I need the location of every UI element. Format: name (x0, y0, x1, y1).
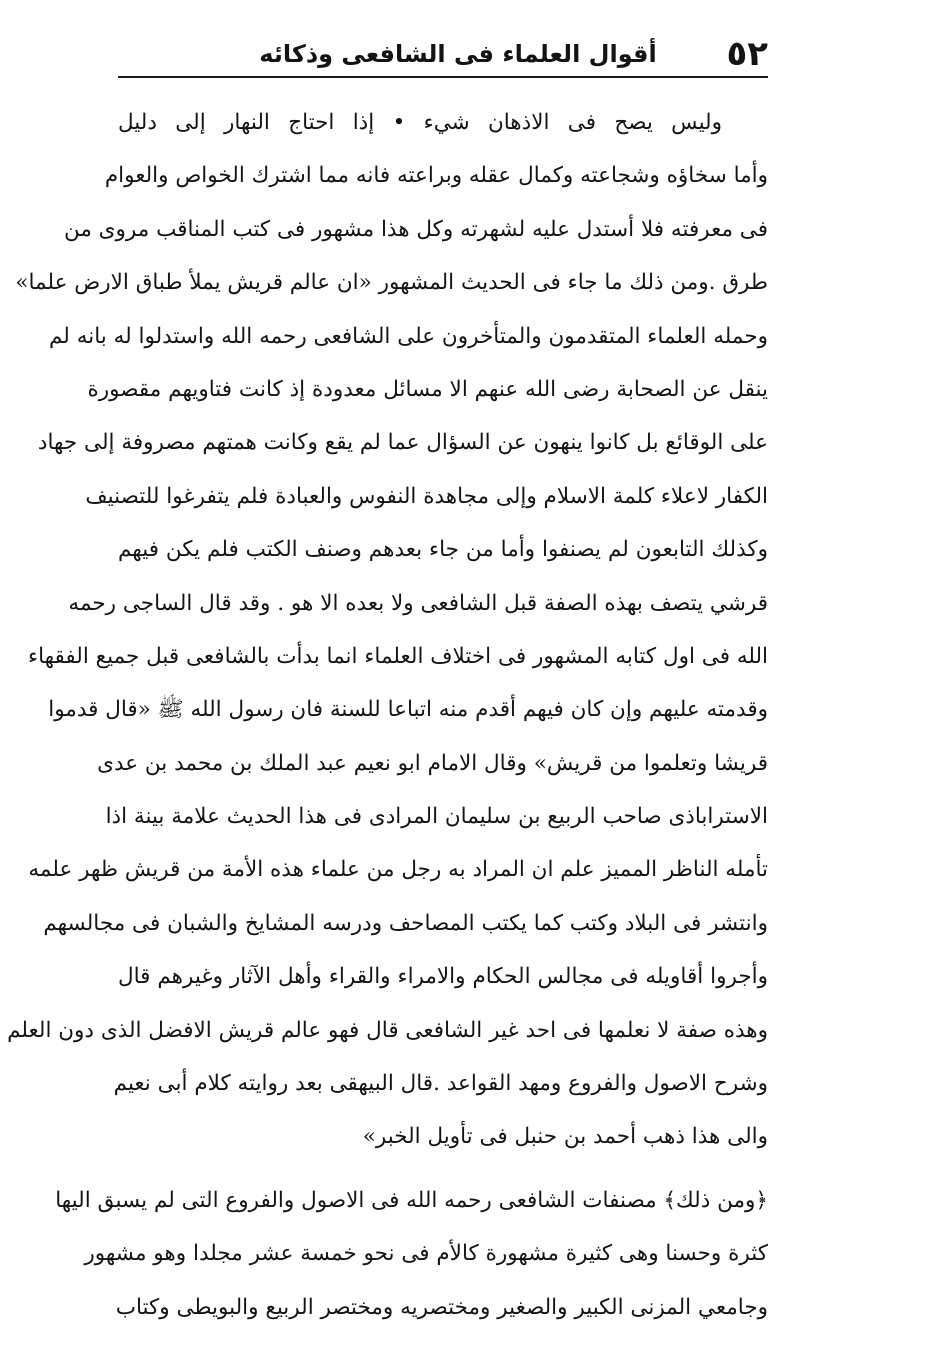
page-header (118, 32, 768, 76)
text-line: وأما سخاؤه وشجاعته وكمال عقله وبراعته فانه مما اشترك الخواص والعوام (104, 163, 768, 189)
page-number: ٥٢ (726, 34, 768, 74)
text-line: وكذلك التابعون لم يصنفوا وأما من جاء بعدهم وصنف الكتب فلم يكن فيهم (118, 537, 768, 563)
text-line: وليس يصح فى الاذهان شيء • إذا احتاج النهار إلى دليل (118, 110, 722, 135)
text-line: فى معرفته فلا أستدل عليه لشهرته وكل هذا مشهور فى كتب المناقب مروى من (63, 216, 768, 242)
text-line: على الوقائع بل كانوا ينهون عن السؤال عما لم يقع وكانت همتهم مصروفة إلى جهاد (37, 430, 768, 456)
text-line: وجامعي المزنى الكبير والصغير ومختصريه ومختصر الربيع والبويطى وكتاب (115, 1294, 768, 1320)
running-title: أقوال العلماء فى الشافعى وذكائه (259, 40, 657, 68)
text-line: وحمله العلماء المتقدمون والمتأخرون على الشافعى رحمه الله واستدلوا له بانه لم (49, 323, 768, 349)
text-line: وانتشر فى البلاد وكتب كما يكتب المصاحف ودرسه المشايخ والشبان فى مجالسهم (43, 910, 768, 936)
text-line: الاستراباذى صاحب الربيع بن سليمان المرادى فى هذا الحديث علامة بينة اذا (105, 804, 768, 830)
text-line: كثرة وحسنا وهى كثيرة مشهورة كالأم فى نحو خمسة عشر مجلدا وهو مشهور (84, 1241, 768, 1267)
paragraph-opening-line: ﴿ومن ذلك﴾ مصنفات الشافعى رحمه الله فى الاصول والفروع التى لم يسبق اليها (55, 1187, 768, 1213)
text-line: ينقل عن الصحابة رضى الله عنهم الا مسائل معدودة إذ كانت فتاويهم مقصورة (87, 376, 768, 402)
text-line: قرشي يتصف بهذه الصفة قبل الشافعى ولا بعده الا هو . وقد قال الساجى رحمه (68, 590, 768, 616)
text-line: قريشا وتعلموا من قريش» وقال الامام ابو نعيم عبد الملك بن محمد بن عدى (97, 750, 768, 776)
header-divider (118, 76, 768, 78)
text-line: وشرح الاصول والفروع ومهد القواعد .قال البيهقى بعد روايته كلام أبى نعيم (113, 1071, 768, 1097)
text-line: وهذه صفة لا نعلمها فى احد غير الشافعى قال فهو عالم قريش الافضل الذى دون العلم (7, 1017, 768, 1043)
text-line: وأجروا أقاويله فى مجالس الحكام والامراء والقراء وأهل الآثار وغيرهم قال (118, 964, 768, 990)
body-text (7, 96, 768, 1334)
text-line: طرق .ومن ذلك ما جاء فى الحديث المشهور «ان عالم قريش يملأ طباق الارض علما» (15, 270, 768, 296)
text-line: الكفار لاعلاء كلمة الاسلام وإلى مجاهدة النفوس والعبادة فلم يتفرغوا للتصنيف (85, 483, 768, 509)
text-line: الله فى اول كتابه المشهور فى اختلاف العلماء انما بدأت بالشافعى قبل جميع الفقهاء (27, 643, 768, 669)
text-line: والى هذا ذهب أحمد بن حنبل فى تأويل الخبر» (362, 1124, 768, 1150)
text-line: وقدمته عليهم وإن كان فيهم أقدم منه اتباعا للسنة فان رسول الله ﷺ «قال قدموا (48, 697, 768, 723)
text-line: تأمله الناظر المميز علم ان المراد به رجل من علماء هذه الأمة من قريش ظهر علمه (28, 857, 768, 883)
